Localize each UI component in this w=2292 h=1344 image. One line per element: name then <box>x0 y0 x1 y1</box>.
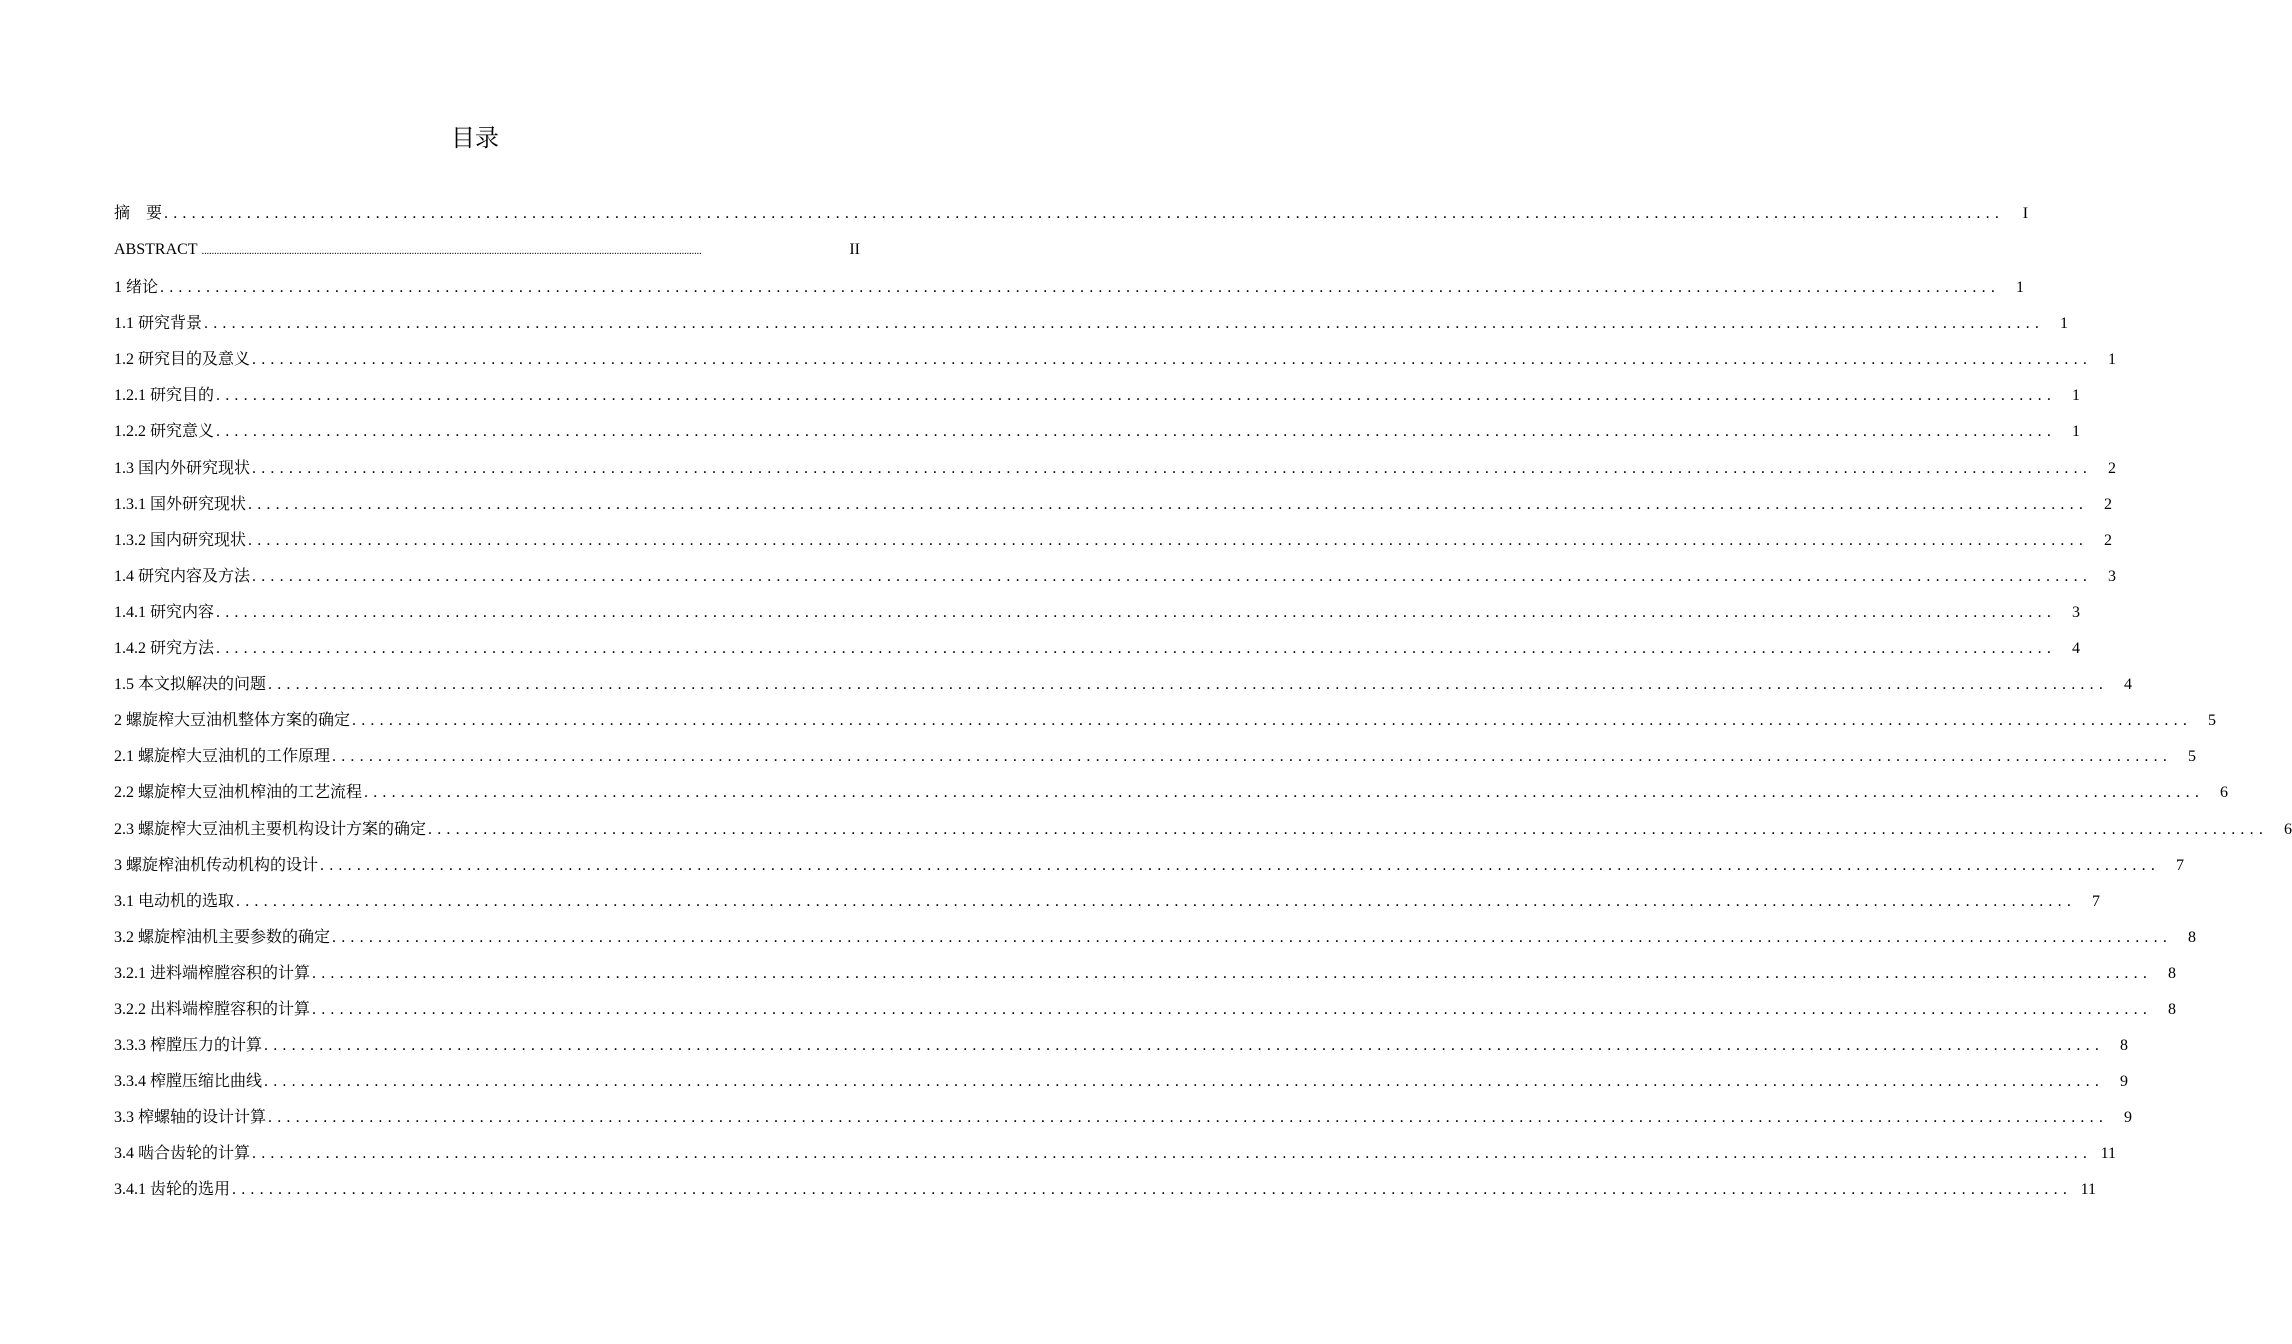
toc-entry-page-number: 4 <box>2124 676 2133 694</box>
toc-entry-label: 3.4.1 齿轮的选用 <box>114 1181 231 1199</box>
toc-entry[interactable] <box>114 196 2029 232</box>
page-title: 目录 <box>451 124 499 152</box>
toc-entry-label: 1.2.2 研究意义 <box>114 423 215 441</box>
toc-dot-leader: ........................................................................................................................................................................................................ <box>216 387 2057 405</box>
toc-dot-leader: ........................................................................................................................................................................................................ <box>312 1000 2153 1018</box>
toc-entry[interactable] <box>114 1100 2133 1136</box>
toc-entry-page-number: 8 <box>2188 928 2197 946</box>
toc-entry[interactable] <box>114 739 2197 775</box>
toc-dot-leader: ........................................................................................................................................................................................................ <box>160 279 2001 297</box>
toc-entry-page-number: 1 <box>2108 351 2117 369</box>
toc-entry-page-number: I <box>2022 205 2029 222</box>
toc-entry-label: 2.1 螺旋榨大豆油机的工作原理 <box>114 748 331 766</box>
toc-dot-leader: ........................................................................................................................................................................................................ <box>252 351 2093 369</box>
toc-entry[interactable] <box>114 884 2101 920</box>
toc-entry-label: 3.3.3 榨膛压力的计算 <box>114 1037 263 1055</box>
toc-entry-page-number: 2 <box>2104 495 2113 513</box>
toc-dot-leader: ........................................................................................................................................................................................................ <box>204 315 2045 333</box>
toc-dot-leader: ........................................................................................................................................................................................................ <box>268 676 2109 694</box>
toc-entry[interactable] <box>114 270 2025 306</box>
toc-entry-label: 1 绪论 <box>114 279 159 297</box>
toc-dot-leader: ........................................................................................................................................................................................................ <box>232 1181 2073 1199</box>
toc-entry[interactable] <box>114 812 2292 848</box>
toc-entry[interactable] <box>114 1064 2129 1100</box>
toc-entry-page-number: 3 <box>2072 603 2081 621</box>
toc-entry-label: 2.3 螺旋榨大豆油机主要机构设计方案的确定 <box>114 820 427 838</box>
toc-entry-label: 1.2.1 研究目的 <box>114 387 215 405</box>
toc-entry[interactable] <box>114 414 2081 450</box>
toc-entry-label: ABSTRACT <box>114 241 198 259</box>
toc-dot-leader: ........................................................................................................................................................................................................ <box>236 892 2077 910</box>
toc-dot-leader: ........................................................................................................................................................................................................ <box>216 423 2057 441</box>
toc-entry-label: 1.1 研究背景 <box>114 315 203 333</box>
toc-entry[interactable] <box>114 920 2197 956</box>
toc-entry-label: 1.5 本文拟解决的问题 <box>114 676 267 694</box>
toc-entry[interactable] <box>114 559 2117 595</box>
toc-dot-leader: ........................................................................................................................................................................................................ <box>216 603 2057 621</box>
toc-entry-page-number: 3 <box>2108 567 2117 585</box>
toc-entry-page-number: 11 <box>2080 1181 2097 1199</box>
toc-dot-leader: ........................................................................................................................................................................................................ <box>252 1145 2093 1163</box>
toc-entry-page-number: 5 <box>2188 748 2197 766</box>
toc-entry-label: 3.4 啮合齿轮的计算 <box>114 1145 251 1163</box>
toc-entry-page-number: 8 <box>2120 1037 2129 1055</box>
toc-entry-page-number: 8 <box>2168 1000 2177 1018</box>
toc-entry[interactable] <box>114 1028 2129 1064</box>
toc-dot-leader: ........................................................................................................................................................................................................ <box>364 784 2205 802</box>
toc-entry-label: 1.4 研究内容及方法 <box>114 567 251 585</box>
toc-dot-leader: ........................................................................................................................................................................................................ <box>352 712 2193 730</box>
toc-dot-leader: ........................................................................................................................................................................................................ <box>320 856 2161 874</box>
toc-entry[interactable] <box>114 595 2081 631</box>
toc-entry[interactable] <box>114 378 2081 414</box>
toc-entry-page-number: 1 <box>2072 423 2081 441</box>
toc-entry-page-number: 8 <box>2168 964 2177 982</box>
toc-entry-label: 3.1 电动机的选取 <box>114 892 235 910</box>
toc-entry-page-number: 6 <box>2220 784 2229 802</box>
toc-dot-leader: ........................................................................................................................................................................................................ <box>332 748 2173 766</box>
toc-dot-leader: ........................................................................................................................................................................................................ <box>332 928 2173 946</box>
toc-entry-label: 1.3 国内外研究现状 <box>114 459 251 477</box>
toc-entry-page-number: 7 <box>2176 856 2185 874</box>
toc-entry-page-number: 9 <box>2124 1109 2133 1127</box>
toc-entry[interactable] <box>114 487 2113 523</box>
toc-dot-leader: ........................................................................................................................................................................................................ <box>201 246 702 258</box>
toc-dot-leader: ........................................................................................................................................................................................................ <box>164 205 2005 222</box>
toc-entry[interactable] <box>114 667 2133 703</box>
toc-entry-label: 3.3 榨螺轴的设计计算 <box>114 1109 267 1127</box>
toc-dot-leader: ........................................................................................................................................................................................................ <box>312 964 2153 982</box>
toc-entry-page-number: 2 <box>2104 531 2113 549</box>
toc-entry-page-number: II <box>849 241 860 259</box>
toc-entry-page-number: 6 <box>2284 820 2292 838</box>
toc-entry[interactable] <box>114 992 2177 1028</box>
toc-entry[interactable] <box>114 1172 2097 1208</box>
toc-entry[interactable] <box>114 342 2117 378</box>
toc-entry-page-number: 2 <box>2108 459 2117 477</box>
toc-dot-leader: ........................................................................................................................................................................................................ <box>216 640 2057 658</box>
toc-dot-leader: ........................................................................................................................................................................................................ <box>252 459 2093 477</box>
toc-entry[interactable] <box>114 956 2177 992</box>
toc-entry-page-number: 9 <box>2120 1073 2129 1091</box>
toc-entry-label: 3.2.1 进料端榨膛容积的计算 <box>114 964 311 982</box>
toc-entry-label: 摘 要 <box>114 205 163 222</box>
toc-entry[interactable] <box>114 631 2081 667</box>
toc-dot-leader: ........................................................................................................................................................................................................ <box>264 1073 2105 1091</box>
toc-entry-page-number: 7 <box>2092 892 2101 910</box>
toc-entry-page-number: 1 <box>2016 279 2025 297</box>
toc-entry-label: 3 螺旋榨油机传动机构的设计 <box>114 856 319 874</box>
toc-entry[interactable] <box>114 306 2069 342</box>
toc-entry[interactable] <box>114 232 860 270</box>
toc-entry-label: 2.2 螺旋榨大豆油机榨油的工艺流程 <box>114 784 363 802</box>
toc-dot-leader: ........................................................................................................................................................................................................ <box>248 495 2089 513</box>
toc-entry-label: 3.2 螺旋榨油机主要参数的确定 <box>114 928 331 946</box>
toc-entry-page-number: 4 <box>2072 640 2081 658</box>
toc-entry-label: 3.3.4 榨膛压缩比曲线 <box>114 1073 263 1091</box>
toc-entry[interactable] <box>114 523 2113 559</box>
toc-entry[interactable] <box>114 703 2217 739</box>
toc-entry-page-number: 5 <box>2208 712 2217 730</box>
toc-entry-page-number: 11 <box>2100 1145 2117 1163</box>
toc-dot-leader: ........................................................................................................................................................................................................ <box>268 1109 2109 1127</box>
toc-entry-label: 1.3.2 国内研究现状 <box>114 531 247 549</box>
toc-dot-leader: ........................................................................................................................................................................................................ <box>252 567 2093 585</box>
toc-entry-label: 3.2.2 出料端榨膛容积的计算 <box>114 1000 311 1018</box>
toc-entry-label: 1.3.1 国外研究现状 <box>114 495 247 513</box>
toc-entry-label: 1.4.2 研究方法 <box>114 640 215 658</box>
toc-entry[interactable] <box>114 848 2185 884</box>
toc-entry[interactable] <box>114 451 2117 487</box>
toc-entry-label: 1.2 研究目的及意义 <box>114 351 251 369</box>
toc-entry[interactable] <box>114 775 2229 811</box>
toc-entry-page-number: 1 <box>2072 387 2081 405</box>
toc-dot-leader: ........................................................................................................................................................................................................ <box>428 820 2269 838</box>
table-of-contents <box>114 196 2292 1209</box>
toc-dot-leader: ........................................................................................................................................................................................................ <box>248 531 2089 549</box>
toc-dot-leader: ........................................................................................................................................................................................................ <box>264 1037 2105 1055</box>
toc-entry-page-number: 1 <box>2060 315 2069 333</box>
toc-entry[interactable] <box>114 1136 2117 1172</box>
toc-entry-label: 1.4.1 研究内容 <box>114 603 215 621</box>
toc-entry-label: 2 螺旋榨大豆油机整体方案的确定 <box>114 712 351 730</box>
